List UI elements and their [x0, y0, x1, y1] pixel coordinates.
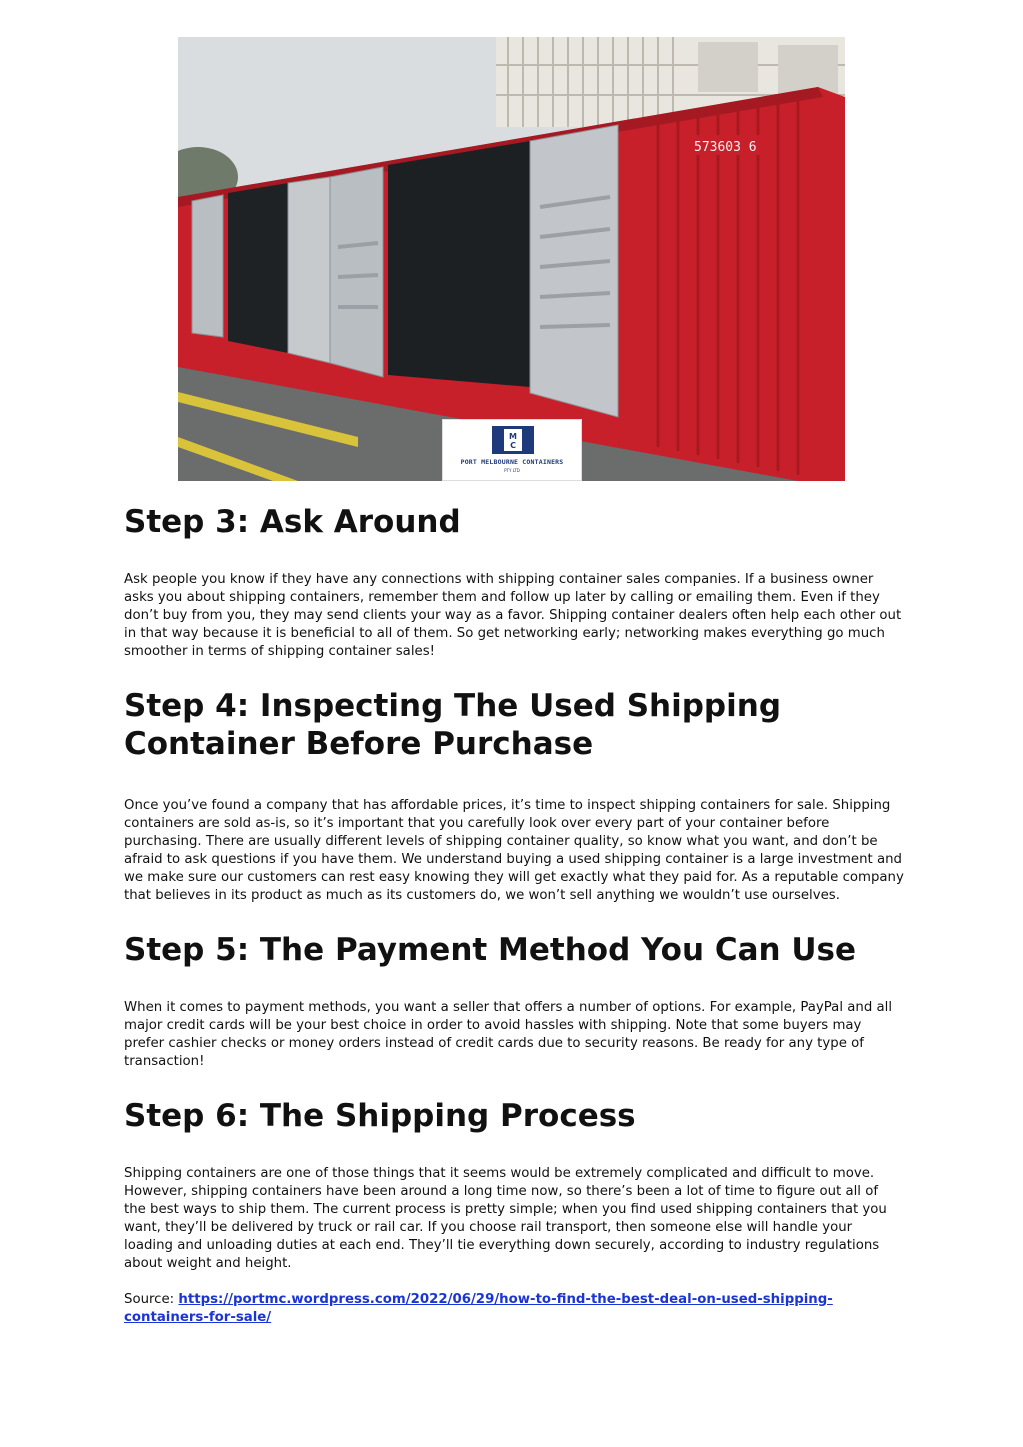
section-step-3	[124, 503, 904, 661]
source-line	[124, 1291, 904, 1327]
logo-mark-icon	[490, 424, 536, 456]
section-heading: Step 5: The Payment Method You Can Use	[124, 932, 856, 968]
container-photo	[178, 37, 845, 481]
logo-suffix: PTY LTD	[504, 468, 520, 473]
section-step-4	[124, 687, 904, 905]
section-step-6	[124, 1097, 904, 1273]
section-paragraph: When it comes to payment methods, you want a seller that offers a number of options. For example, PayPal and all major credit cards will be your best choice in order to avoid hassles with shipping. Note that some buyers may prefer cashier checks or money orders instead of credit cards due to security reasons. Be ready for any type of transaction!	[124, 1000, 893, 1069]
container-illustration	[178, 37, 845, 481]
section-paragraph: Once you’ve found a company that has affordable prices, it’s time to inspect shipping containers for sale. Shipping containers are sold as-is, so it’s important that you carefully look over every part of your container before purchasing. There are usually different levels of shipping container quality, so know what you want, and don’t be afraid to ask questions if you have them. We understand buying a used shipping container is a large investment and we make sure our customers can rest easy knowing they will get exactly what they paid for. As a reputable company that believes in its product as much as its customers do, we won’t sell anything we wouldn’t use ourselves.	[124, 798, 904, 903]
section-heading: Step 3: Ask Around	[124, 504, 461, 540]
logo-name: PORT MELBOURNE CONTAINERS	[460, 458, 564, 466]
article-body	[124, 503, 904, 1353]
company-logo	[442, 419, 582, 481]
section-heading: Step 4: Inspecting The Used Shipping Container Before Purchase	[124, 688, 782, 762]
svg-text:M: M	[509, 432, 517, 441]
svg-text:C: C	[510, 441, 516, 450]
section-heading: Step 6: The Shipping Process	[124, 1098, 636, 1134]
source-label: Source:	[124, 1292, 179, 1307]
source-link[interactable]: https://portmc.wordpress.com/2022/06/29/how-to-find-the-best-deal-on-used-shipping-containers-for-sale/	[124, 1292, 833, 1325]
section-step-5	[124, 931, 904, 1071]
container-number: 573603 6	[694, 140, 757, 155]
section-paragraph: Ask people you know if they have any connections with shipping container sales companies. If a business owner asks you about shipping containers, remember them and follow up later by calling or emailing them. Even if they don’t buy from you, they may send clients your way as a favor. Shipping container dealers often help each other out in that way because it is beneficial to all of them. So get networking early; networking makes everything go much smoother in terms of shipping container sales!	[124, 572, 902, 659]
section-paragraph: Shipping containers are one of those things that it seems would be extremely complicated and difficult to move. However, shipping containers have been around a long time now, so there’s been a lot of time to figure out all of the best ways to ship them. The current process is pretty simple; when you find used shipping containers that you want, they’ll be delivered by truck or rail car. If you choose rail transport, then someone else will handle your loading and unloading duties at each end. They’ll tie everything down securely, according to industry regulations about weight and height.	[124, 1166, 887, 1271]
